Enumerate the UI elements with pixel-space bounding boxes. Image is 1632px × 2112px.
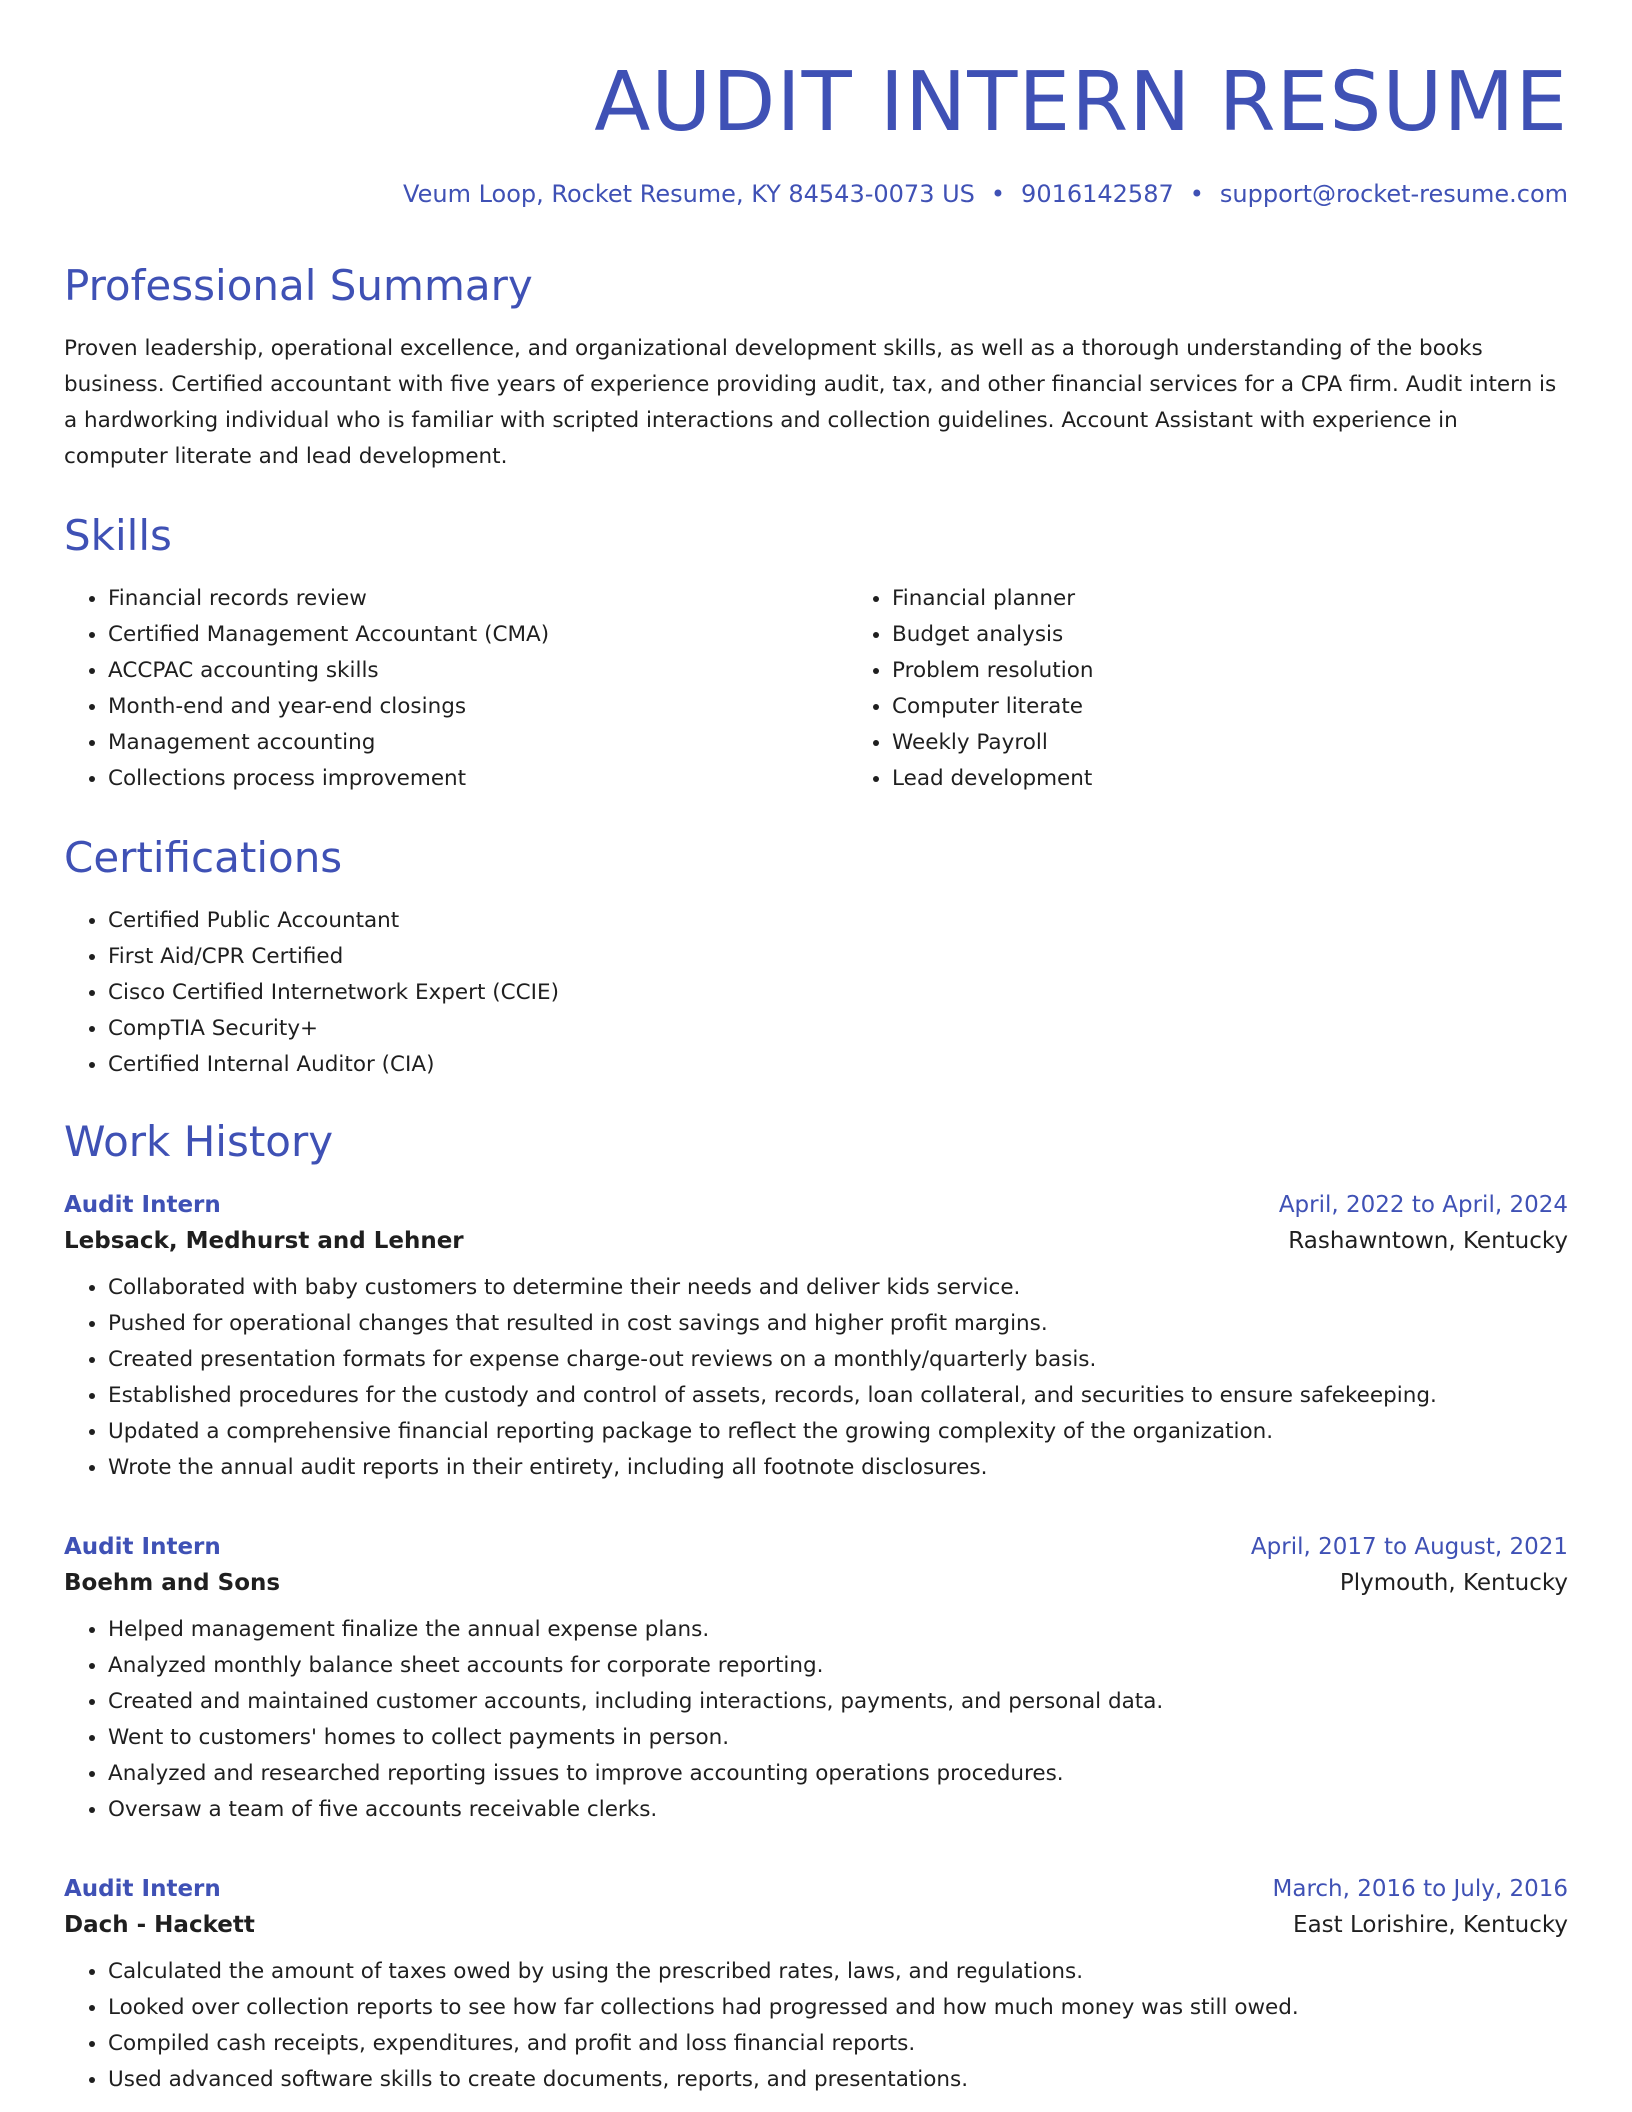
skill-item: • Financial planner [892,581,1632,617]
job-dates: April, 2022 to April, 2024 [1278,1191,1568,1218]
skills-grid [64,581,1568,797]
job-company: Boehm and Sons [64,1569,281,1596]
contact-separator: • [1189,180,1204,208]
job-title: Audit Intern [64,1191,221,1218]
skill-item: • ACCPAC accounting skills [108,653,848,689]
job-bullet: • Used advanced software skills to create documents, reports, and presentations. [108,2062,1568,2098]
skill-item: • Month-end and year-end closings [108,689,848,725]
job-company-row [64,1228,1568,1254]
job-company: Dach - Hackett [64,1911,255,1938]
job-location: Plymouth, Kentucky [1339,1569,1568,1596]
skill-item: • Management accounting [108,725,848,761]
job-company: Lebsack, Medhurst and Lehner [64,1227,464,1254]
skill-item: • Budget analysis [892,617,1632,653]
job-header-row [64,1876,1568,1902]
professional-summary-section [64,260,1568,475]
resume-title: AUDIT INTERN RESUME [594,55,1568,150]
job-bullets [64,1954,1568,2098]
job-header-row [64,1534,1568,1560]
job-entry [64,1192,1568,1486]
section-heading-certifications: Certifications [64,833,343,883]
job-dates: April, 2017 to August, 2021 [1250,1533,1568,1560]
job-bullet: • Calculated the amount of taxes owed by using the prescribed rates, laws, and regulations. [108,1954,1568,1990]
skill-item: • Problem resolution [892,653,1632,689]
job-company-row [64,1570,1568,1596]
job-bullets [64,1270,1568,1486]
certification-item: • First Aid/CPR Certified [108,939,1568,975]
job-bullet: • Established procedures for the custody and control of assets, records, loan collateral, and securities to ensure safekeeping. [108,1378,1568,1414]
certifications-list [64,903,1568,1083]
job-bullet: • Compiled cash receipts, expenditures, and profit and loss financial reports. [108,2026,1568,2062]
contact-phone[interactable]: 9016142587 [1021,180,1174,208]
job-bullet: • Looked over collection reports to see how far collections had progressed and how much money was still owed. [108,1990,1568,2026]
skill-item: • Weekly Payroll [892,725,1632,761]
job-dates: March, 2016 to July, 2016 [1272,1875,1568,1902]
job-bullet: • Pushed for operational changes that resulted in cost savings and higher profit margins. [108,1306,1568,1342]
job-bullet: • Wrote the annual audit reports in their entirety, including all footnote disclosures. [108,1450,1568,1486]
contact-separator: • [990,180,1006,208]
job-title: Audit Intern [64,1533,221,1560]
job-bullet: • Went to customers' homes to collect payments in person. [108,1720,1568,1756]
skill-item: • Collections process improvement [108,761,848,797]
certification-item: • CompTIA Security+ [108,1011,1568,1047]
job-location: East Lorishire, Kentucky [1293,1911,1568,1938]
skill-item: • Lead development [892,761,1632,797]
section-heading-summary: Professional Summary [64,260,533,310]
job-entry [64,1876,1568,2098]
certifications-section [64,835,1568,1083]
job-bullet: • Analyzed and researched reporting issues to improve accounting operations procedures. [108,1756,1568,1792]
skill-item: • Computer literate [892,689,1632,725]
job-header-row [64,1192,1568,1218]
job-bullet: • Collaborated with baby customers to determine their needs and deliver kids service. [108,1270,1568,1306]
contact-line [64,180,1568,209]
certification-item: • Certified Internal Auditor (CIA) [108,1047,1568,1083]
section-heading-work-history: Work History [64,1117,334,1167]
skills-list-right [848,581,1632,797]
job-bullet: • Created and maintained customer accounts, including interactions, payments, and personal data. [108,1684,1568,1720]
work-history-section [64,1119,1568,2097]
job-bullets [64,1612,1568,1828]
job-bullet: • Helped management finalize the annual expense plans. [108,1612,1568,1648]
contact-email[interactable]: support@rocket-resume.com [1219,180,1568,208]
skill-item: • Financial records review [108,581,848,617]
job-entry [64,1534,1568,1828]
skills-section [64,510,1568,797]
job-bullet: • Updated a comprehensive financial reporting package to reflect the growing complexity of the organization. [108,1414,1568,1450]
skill-item: • Certified Management Accountant (CMA) [108,617,848,653]
section-heading-skills: Skills [64,510,172,560]
job-bullet: • Created presentation formats for expense charge-out reviews on a monthly/quarterly basis. [108,1342,1568,1378]
job-location: Rashawntown, Kentucky [1288,1227,1568,1254]
summary-text: Proven leadership, operational excellence, and organizational development skills, as well as a thorough understanding of the books business. Certified accountant with five years of experience providing audit, tax, and other financial services for a CPA firm. Audit intern is a hardworking individual who is familiar with scripted interactions and collection guidelines. Account Assistant with experience in computer literate and lead development. [64,335,1557,469]
skills-list-left [64,581,848,797]
job-bullet: • Oversaw a team of five accounts receivable clerks. [108,1792,1568,1828]
job-title: Audit Intern [64,1875,221,1902]
certification-item: • Cisco Certified Internetwork Expert (CCIE) [108,975,1568,1011]
certification-item: • Certified Public Accountant [108,903,1568,939]
job-company-row [64,1912,1568,1938]
job-bullet: • Analyzed monthly balance sheet accounts for corporate reporting. [108,1648,1568,1684]
contact-address: Veum Loop, Rocket Resume, KY 84543-0073 US [403,180,975,208]
resume-header [64,55,1568,209]
